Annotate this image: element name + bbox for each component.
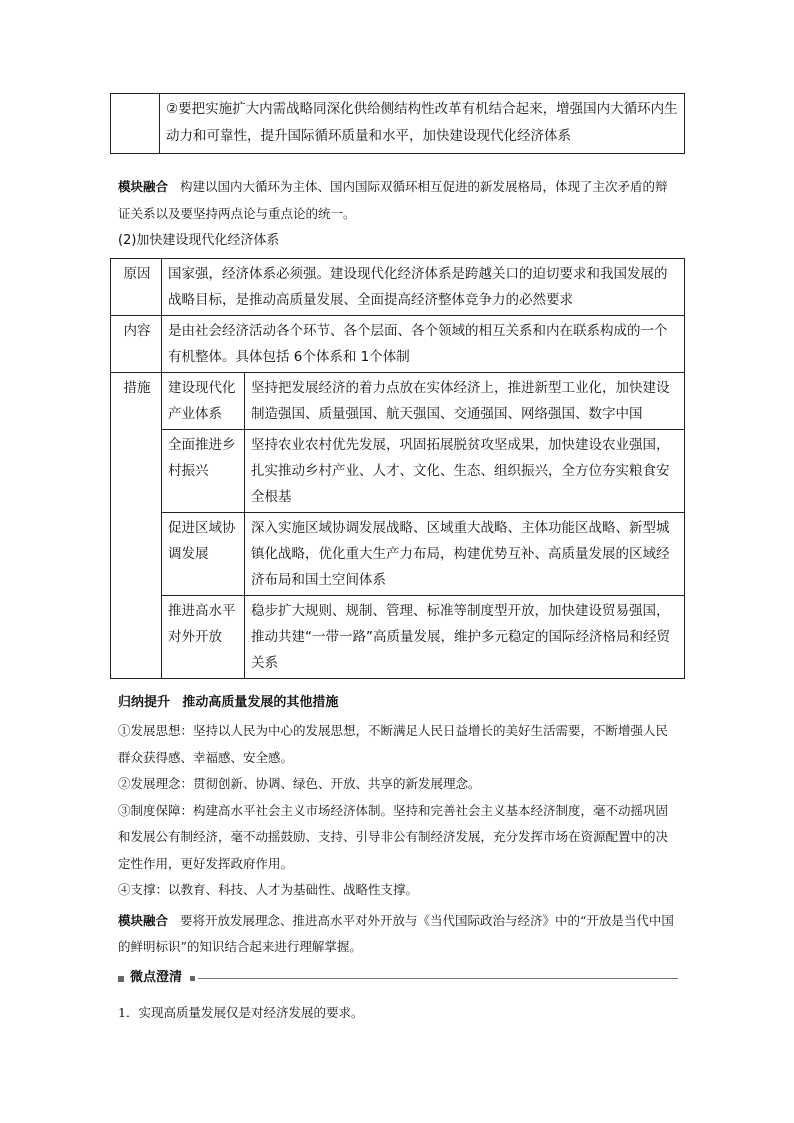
row-header-content: 内容 bbox=[111, 316, 162, 373]
empty-cell bbox=[111, 94, 160, 154]
summary-heading bbox=[118, 690, 678, 716]
clarify-section-divider bbox=[118, 968, 678, 988]
square-bullet-icon bbox=[190, 976, 195, 981]
measure-subhead: 建设现代化产业体系 bbox=[162, 373, 245, 430]
summary-item: ①发展思想：坚持以人民为中心的发展思想，不断满足人民日益增长的美好生活需要，不断增强人民群众获得感、幸福感、安全感。 bbox=[118, 723, 669, 765]
content-text: 是由社会经济活动各个环节、各个层面、各个领域的相互关系和内在联系构成的一个有机整体。具体包括 6个体系和 1个体制 bbox=[162, 316, 685, 373]
section-heading: (2)加快建设现代化经济体系 bbox=[118, 233, 280, 248]
measure-subhead: 推进高水平对外开放 bbox=[162, 596, 245, 679]
row-header-measures: 措施 bbox=[111, 373, 162, 679]
square-bullet-icon bbox=[118, 976, 124, 982]
summary-item: ④支撑：以教育、科技、人才为基础性、战略性支撑。 bbox=[118, 882, 419, 897]
reason-text: 国家强，经济体系必须强。建设现代化经济体系是跨越关口的迫切要求和我国发展的战略目标，是推动高质量发展、全面提高经济整体竞争力的必然要求 bbox=[162, 259, 685, 316]
economic-system-table bbox=[110, 258, 685, 679]
table-row bbox=[111, 259, 685, 316]
table-row bbox=[111, 430, 685, 513]
module-fusion-paragraph-2 bbox=[118, 908, 678, 960]
module-fusion-text: 构建以国内大循环为主体、国内国际双循环相互促进的新发展格局，体现了主次矛盾的辩证关系以及要坚持两点论与重点论的统一。 bbox=[118, 179, 668, 221]
measure-text: 深入实施区域协调发展战略、区域重大战略、主体功能区战略、新型城镇化战略，优化重大生产力布局，构建优势互补、高质量发展的区域经济布局和国土空间体系 bbox=[245, 513, 685, 596]
divider-line bbox=[198, 978, 678, 979]
measure-subhead: 促进区域协调发展 bbox=[162, 513, 245, 596]
summary-label: 归纳提升 bbox=[118, 695, 171, 710]
table-cell-text: ②要把实施扩大内需战略同深化供给侧结构性改革有机结合起来，增强国内大循环内生动力和可靠性，提升国际循环质量和水平，加快建设现代化经济体系 bbox=[160, 94, 685, 154]
summary-item: ②发展理念：贯彻创新、协调、绿色、开放、共享的新发展理念。 bbox=[118, 776, 481, 791]
clarify-item: 1．实现高质量发展仅是对经济发展的要求。 bbox=[118, 1005, 364, 1020]
measure-text: 坚持农业农村优先发展，巩固拓展脱贫攻坚成果，加快建设农业强国，扎实推动乡村产业、人才、文化、生态、组织振兴，全方位夯实粮食安全根基 bbox=[245, 430, 685, 513]
summary-title: 推动高质量发展的其他措施 bbox=[182, 695, 339, 710]
measure-subhead: 全面推进乡村振兴 bbox=[162, 430, 245, 513]
continuation-table bbox=[110, 93, 685, 154]
clarify-title: 微点澄清 bbox=[130, 970, 183, 985]
table-row bbox=[111, 316, 685, 373]
module-fusion-paragraph bbox=[118, 173, 678, 227]
module-fusion-text: 要将开放发展理念、推进高水平对外开放与《当代国际政治与经济》中的“开放是当代中国的鲜明标识”的知识结合起来进行理解掌握。 bbox=[118, 913, 674, 954]
module-fusion-label: 模块融合 bbox=[118, 913, 169, 928]
summary-list bbox=[118, 718, 678, 904]
summary-item: ③制度保障：构建高水平社会主义市场经济体制。坚持和完善社会主义基本经济制度，毫不动摇巩固和发展公有制经济，毫不动摇鼓励、支持、引导非公有制经济发展，充分发挥市场在资源配置中的决定性作用，更好发挥政府作用。 bbox=[118, 802, 669, 871]
table-row bbox=[111, 596, 685, 679]
row-header-reason: 原因 bbox=[111, 259, 162, 316]
module-fusion-label: 模块融合 bbox=[118, 179, 169, 194]
table-row bbox=[111, 513, 685, 596]
measure-text: 坚持把发展经济的着力点放在实体经济上，推进新型工业化，加快建设制造强国、质量强国、航天强国、交通强国、网络强国、数字中国 bbox=[245, 373, 685, 430]
table-row bbox=[111, 373, 685, 430]
measure-text: 稳步扩大规则、规制、管理、标准等制度型开放，加快建设贸易强国，推动共建“一带一路”高质量发展，维护多元稳定的国际经济格局和经贸关系 bbox=[245, 596, 685, 679]
